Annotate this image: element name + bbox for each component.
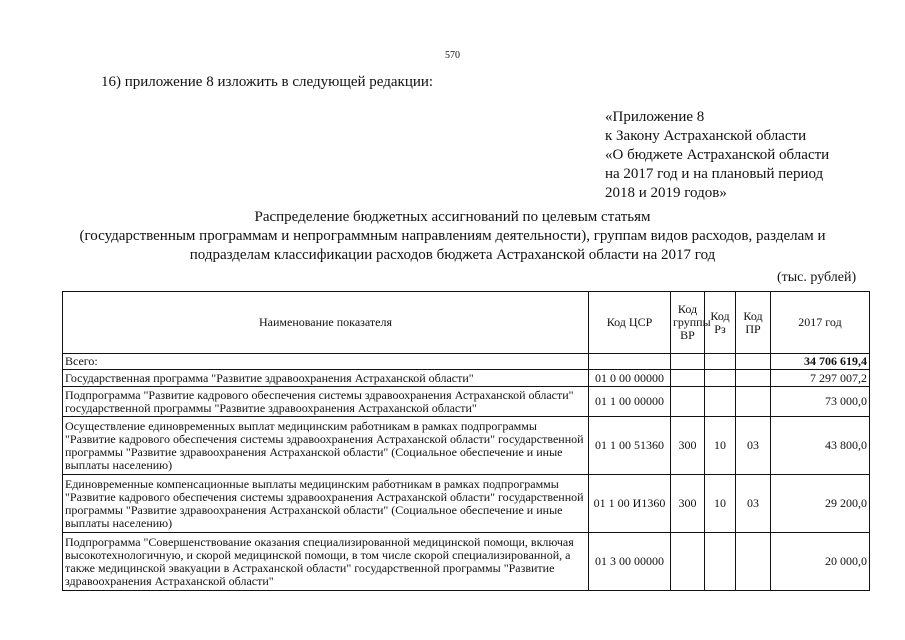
row-pr bbox=[736, 387, 771, 417]
row-amount: 20 000,0 bbox=[771, 533, 870, 591]
header-vr: Код группы ВР bbox=[671, 292, 705, 354]
row-name: Единовременные компенсационные выплаты медицинским работникам в рамках подпрограммы "Развитие кадрового обеспечения системы здравоохранения Астраханской области" государственной программы "Развитие здравоохранения Астраханской области" (Социальное обеспечение и иные выплаты населению) bbox=[63, 475, 589, 533]
intro-text: 16) приложение 8 изложить в следующей редакции: bbox=[101, 74, 434, 90]
row-csr: 01 3 00 00000 bbox=[589, 533, 671, 591]
row-name: Осуществление единовременных выплат медицинским работникам в рамках подпрограммы "Развитие кадрового обеспечения системы здравоохранения Астраханской области" государственной программы "Развитие здравоохранения Астраханской области" (Социальное обеспечение и иные выплаты населению) bbox=[63, 417, 589, 475]
row-name: Подпрограмма "Развитие кадрового обеспечения системы здравоохранения Астраханской области" государственной программы "Развитие здравоохранения Астраханской области" bbox=[63, 387, 589, 417]
appendix-header bbox=[605, 108, 829, 203]
title-line: (государственным программам и непрограммным направлениям деятельности), группам видов расходов, разделам и bbox=[79, 228, 826, 244]
header-pr: Код ПР bbox=[736, 292, 771, 354]
row-vr: 300 bbox=[671, 475, 705, 533]
table-row bbox=[63, 387, 870, 417]
row-amount: 73 000,0 bbox=[771, 387, 870, 417]
row-csr: 01 1 00 51360 bbox=[589, 417, 671, 475]
row-csr: 01 1 00 И1360 bbox=[589, 475, 671, 533]
row-csr: 01 1 00 00000 bbox=[589, 387, 671, 417]
row-vr bbox=[671, 387, 705, 417]
row-pr bbox=[736, 533, 771, 591]
row-csr bbox=[589, 354, 671, 370]
appendix-line: на 2017 год и на плановый период bbox=[605, 166, 824, 182]
row-pr bbox=[736, 370, 771, 387]
appendix-line: к Закону Астраханской области bbox=[605, 128, 807, 144]
row-vr: 300 bbox=[671, 417, 705, 475]
row-rz bbox=[705, 370, 736, 387]
row-amount: 43 800,0 bbox=[771, 417, 870, 475]
row-rz: 10 bbox=[705, 417, 736, 475]
table-row bbox=[63, 354, 870, 370]
row-amount: 7 297 007,2 bbox=[771, 370, 870, 387]
row-name: Государственная программа "Развитие здравоохранения Астраханской области" bbox=[63, 370, 589, 387]
row-rz bbox=[705, 354, 736, 370]
table-row bbox=[63, 475, 870, 533]
row-pr: 03 bbox=[736, 417, 771, 475]
document-title bbox=[0, 208, 905, 265]
row-csr: 01 0 00 00000 bbox=[589, 370, 671, 387]
row-pr bbox=[736, 354, 771, 370]
table-row bbox=[63, 370, 870, 387]
appendix-line: «О бюджете Астраханской области bbox=[605, 147, 830, 163]
row-vr bbox=[671, 354, 705, 370]
row-vr bbox=[671, 370, 705, 387]
table-row bbox=[63, 533, 870, 591]
title-line: подразделам классификации расходов бюджета Астраханской области на 2017 год bbox=[189, 247, 716, 263]
page-number: 570 bbox=[445, 50, 460, 61]
header-csr: Код ЦСР bbox=[589, 292, 671, 354]
table-row bbox=[63, 417, 870, 475]
row-amount: 29 200,0 bbox=[771, 475, 870, 533]
header-rz: Код Рз bbox=[705, 292, 736, 354]
row-rz: 10 bbox=[705, 475, 736, 533]
units-label: (тыс. рублей) bbox=[777, 270, 857, 285]
row-rz bbox=[705, 533, 736, 591]
title-line: Распределение бюджетных ассигнований по целевым статьям bbox=[254, 209, 651, 225]
header-year: 2017 год bbox=[771, 292, 870, 354]
row-pr: 03 bbox=[736, 475, 771, 533]
budget-table bbox=[62, 291, 870, 591]
row-name: Всего: bbox=[63, 354, 589, 370]
table-header-row bbox=[63, 292, 870, 354]
row-amount: 34 706 619,4 bbox=[771, 354, 870, 370]
row-rz bbox=[705, 387, 736, 417]
header-name: Наименование показателя bbox=[63, 292, 589, 354]
row-vr bbox=[671, 533, 705, 591]
appendix-line: «Приложение 8 bbox=[605, 109, 705, 125]
row-name: Подпрограмма "Совершенствование оказания специализированной медицинской помощи, включая высокотехнологичную, и скорой медицинской помощи, в том числе скорой специализированной, а также медицинской эвакуации в Астраханской области" государственной программы "Развитие здравоохранения Астраханской области" bbox=[63, 533, 589, 591]
appendix-line: 2018 и 2019 годов» bbox=[605, 185, 727, 201]
